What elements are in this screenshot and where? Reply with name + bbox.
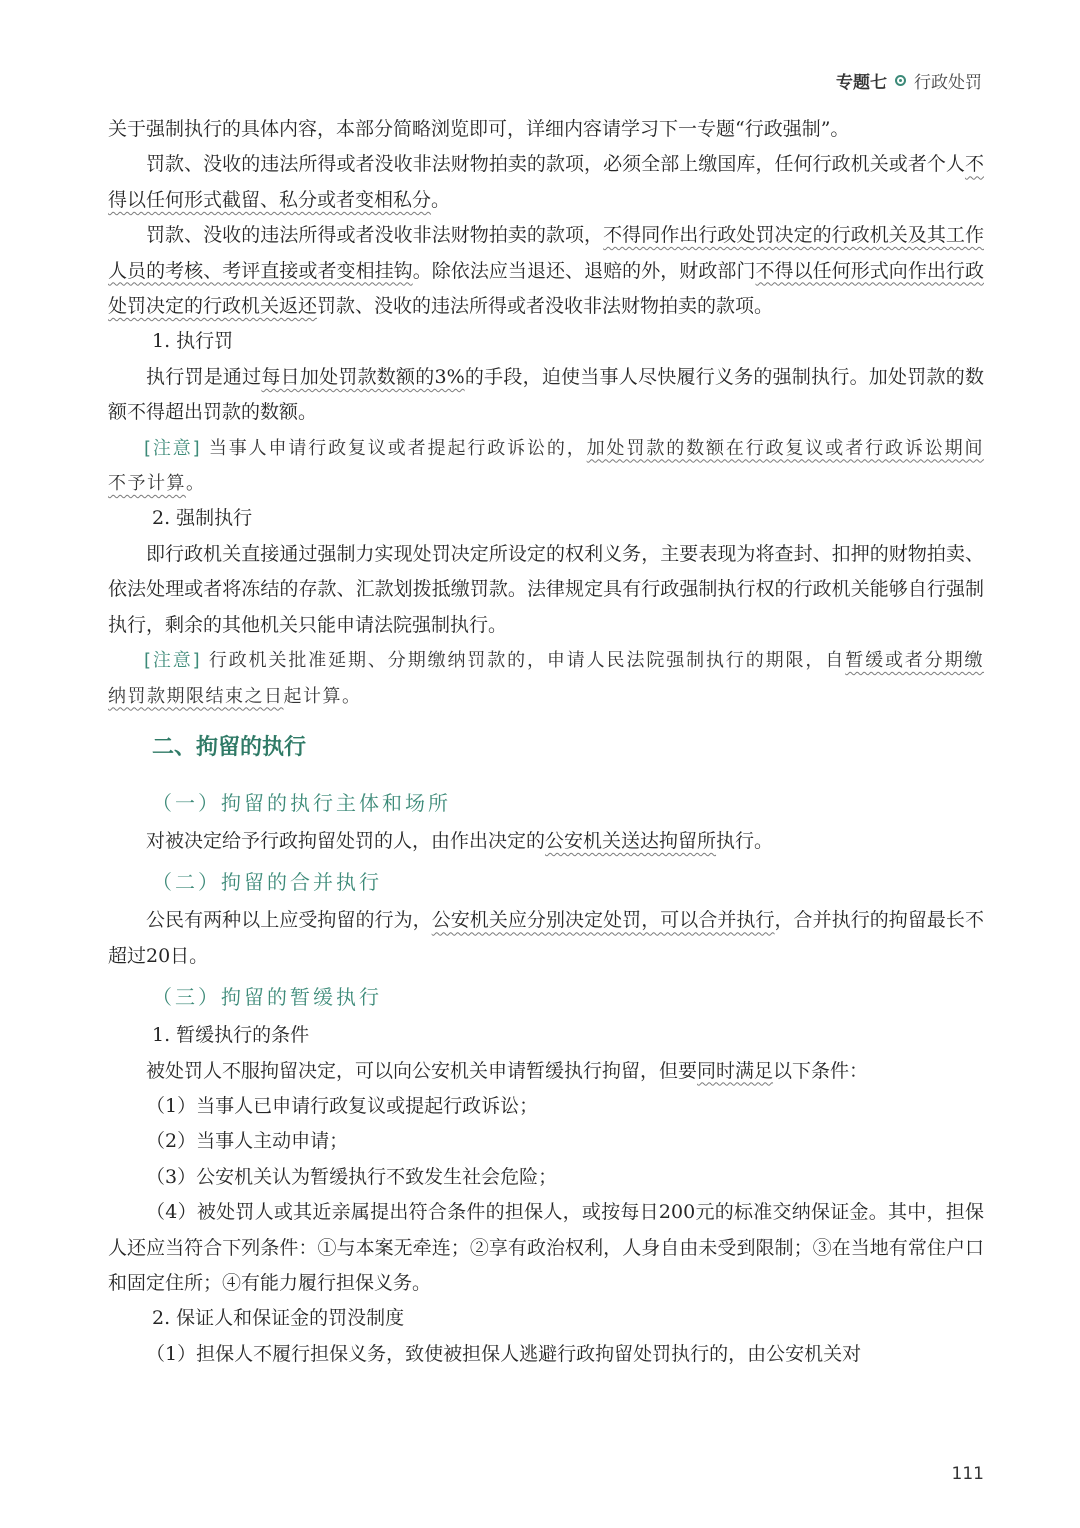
text: 的手段，迫使当事人尽快履行义务的强制执行。加处罚款的数额不得超出罚款的数额。 <box>108 365 984 424</box>
list-item: （2）当事人主动申请； <box>146 1130 349 1153</box>
text: 公民有两种以上应受拘留的行为， <box>146 909 432 932</box>
paragraph-sub2 <box>108 903 984 974</box>
intro-paragraph: 关于强制执行的具体内容，本部分简略浏览即可，详细内容请学习下一专题“行政强制”。 <box>108 118 850 140</box>
text: 罚款、没收的违法所得或者没收非法财物拍卖的款项， <box>146 224 604 247</box>
list-item: （4）被处罚人或其近亲属提出符合条件的担保人，或按每日200元的标准交纳保证金。其中，担保人还应当符合下列条件：①与本案无牵连；②享有政治权利，人身自由未受到限制；③在当地有常住户口和固定住所；④有能力履行担保义务。 <box>108 1201 984 1294</box>
paragraph-no-linkage <box>108 218 984 324</box>
subsection-title-forfeiture: 2. 保证人和保证金的罚没制度 <box>152 1307 405 1330</box>
text: ，合并执行的拘留最长不超过20日。 <box>108 909 984 967</box>
running-header <box>836 68 982 93</box>
text: 当事人申请行政复议或者提起行政诉讼的， <box>201 437 587 459</box>
paragraph-enforcement: 即行政机关直接通过强制力实现处罚决定所设定的权利义务，主要表现为将查封、扣押的财物拍卖、依法处理或者将冻结的存款、汇款划拨抵缴罚款。法律规定具有行政强制执行权的行政机关能够自行强制执行，剩余的其他机关只能申请法院强制执行。 <box>108 542 984 636</box>
note-tag: [注意] <box>144 650 202 672</box>
sub-heading-1: （一）拘留的执行主体和场所 <box>152 790 451 815</box>
sub-heading-3: （三）拘留的暂缓执行 <box>152 985 382 1010</box>
note-tag: [注意] <box>144 437 202 459</box>
note-2 <box>108 643 984 714</box>
underlined-text: 暂缓或者分期缴纳罚款期限结束之日 <box>108 650 985 707</box>
text: 起计算。 <box>283 685 362 707</box>
paragraph-turnover <box>108 147 984 218</box>
text: 执行罚是通过 <box>146 365 262 388</box>
text: 。 <box>431 188 451 211</box>
text: 。除依法应当退还、退赔的外，财政部门 <box>412 259 756 282</box>
header-topic: 专题七 <box>836 73 887 93</box>
text: 对被决定给予行政拘留处罚的人，由作出决定的 <box>146 829 546 852</box>
underlined-text: 不得以任何形式截留、私分或者变相私分 <box>108 153 984 211</box>
text: 行政机关批准延期、分期缴纳罚款的，申请人民法院强制执行的期限，自 <box>201 650 846 672</box>
text: 罚款、没收的违法所得或者没收非法财物拍卖的款项。 <box>317 295 774 318</box>
section-title-detention: 二、拘留的执行 <box>152 734 307 760</box>
underlined-text: 不得同作出行政处罚决定的行政机关及其工作人员的考核、考评直接或者变相挂钩 <box>108 224 984 282</box>
header-chapter: 行政处罚 <box>914 73 982 93</box>
text: 。 <box>186 473 206 495</box>
page-number: 111 <box>951 1464 984 1484</box>
underlined-text: 不得以任何形式向作出行政处罚决定的行政机关返还 <box>108 259 984 318</box>
text: 罚款、没收的违法所得或者没收非法财物拍卖的款项，必须全部上缴国库，任何行政机关或者个人 <box>146 153 965 176</box>
underlined-text: 加处罚款的数额在行政复议或者行政诉讼期间不予计算 <box>108 437 985 495</box>
subsection-title-conditions: 1. 暂缓执行的条件 <box>152 1024 310 1047</box>
paragraph-execution-fine <box>108 360 984 431</box>
subsection-title-enforcement: 2. 强制执行 <box>152 507 253 530</box>
list-item: （3）公安机关认为暂缓执行不致发生社会危险； <box>146 1165 558 1188</box>
text: 被处罚人不服拘留决定，可以向公安机关申请暂缓执行拘留，但要 <box>146 1059 698 1082</box>
underlined-text: 公安机关送达拘留所 <box>545 829 717 852</box>
underlined-text: 每日加处罚款数额的3% <box>261 365 465 388</box>
paragraph-sub1 <box>108 824 984 859</box>
underlined-text: 同时满足 <box>697 1059 774 1082</box>
paragraph-conditions <box>108 1054 984 1089</box>
page-body <box>108 112 984 1372</box>
note-1 <box>108 431 984 502</box>
text: 执行。 <box>716 829 774 852</box>
subsection-title-execution-fine: 1. 执行罚 <box>152 330 234 353</box>
list-item: （1）当事人已申请行政复议或提起行政诉讼； <box>146 1094 539 1117</box>
underlined-text: 公安机关应分别决定处罚，可以合并执行 <box>431 909 775 932</box>
bullseye-icon <box>895 75 906 86</box>
paragraph-forfeiture: （1）担保人不履行担保义务，致使被担保人逃避行政拘留处罚执行的，由公安机关对 <box>146 1342 862 1365</box>
text: 以下条件： <box>773 1059 869 1082</box>
sub-heading-2: （二）拘留的合并执行 <box>152 870 382 895</box>
